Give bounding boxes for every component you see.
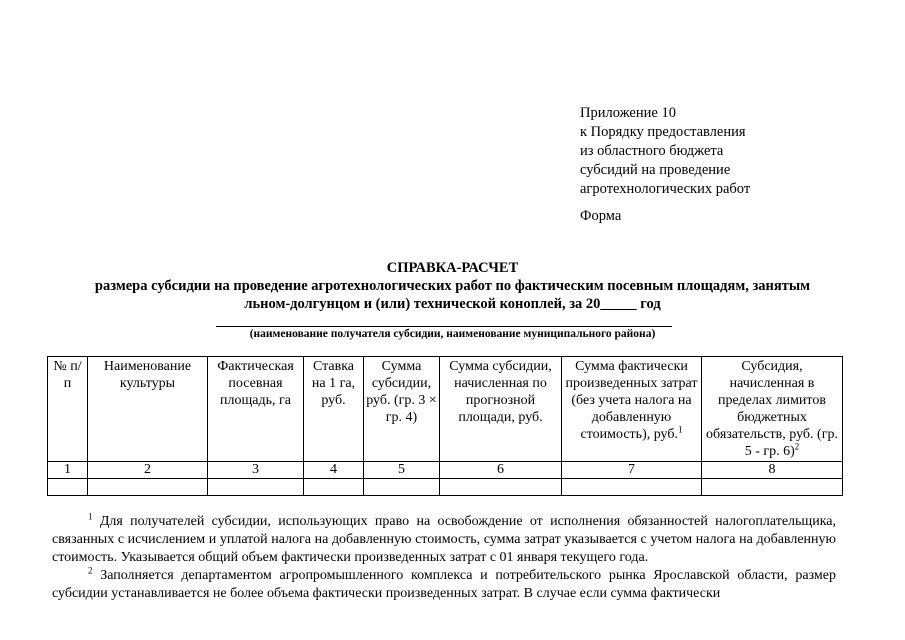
empty-cell [48,479,88,496]
empty-cell [88,479,208,496]
empty-data-row [48,479,843,496]
header-forecast-subsidy: Сумма субсидии, начисленная по прогнозной площади, руб. [440,357,562,462]
recipient-fill-line [216,326,672,327]
column-number: 8 [702,462,843,479]
column-number: 5 [364,462,440,479]
empty-cell [304,479,364,496]
appendix-line: Приложение 10 [580,105,676,121]
footnote-2 [52,567,836,603]
header-actual-costs [562,357,702,462]
header-number: № п/п [48,357,88,462]
footnote-ref-1: 1 [677,424,683,435]
footnote-2-mark: 2 [88,565,93,576]
column-number: 1 [48,462,88,479]
header-rate: Ставка на 1 га, руб. [304,357,364,462]
empty-cell [208,479,304,496]
subtitle-line-2: льном-долгунцом и (или) технической коноплей, за 20_____ год [244,296,661,312]
column-number: 3 [208,462,304,479]
footnote-1-mark: 1 [88,511,93,522]
footnote-1-text: Для получателей субсидии, использующих право на освобождение от исполнения обязанностей налогоплательщика, связанных с исчислением и уплатой налога на добавленную стоимость, сумма затрат указывается с учетом налога на добавленную стоимость. Указывается общий объем фактически произведенных затрат с 01 января текущего года. [52,514,836,565]
header-actual-costs-text: Сумма фактически произведенных затрат (без учета налога на добавленную стоимость), руб. [565,359,698,442]
appendix-line: субсидий на проведение [580,162,731,178]
footnotes [52,513,836,603]
empty-cell [562,479,702,496]
document-title: СПРАВКА-РАСЧЕТ [386,260,519,276]
header-limited-subsidy-text: Субсидия, начисленная в пределах лимитов бюджетных обязательств, руб. (гр. 5 - гр. 6) [706,359,838,459]
appendix-line: агротехнологических работ [580,181,751,197]
column-number: 6 [440,462,562,479]
header-subsidy-amount: Сумма субсидии, руб. (гр. 3 × гр. 4) [364,357,440,462]
column-number: 4 [304,462,364,479]
document-subtitle [40,277,865,313]
header-actual-area: Фактическая посевная площадь, га [208,357,304,462]
empty-cell [702,479,843,496]
footnote-1 [52,513,836,567]
column-number: 2 [88,462,208,479]
empty-cell [364,479,440,496]
appendix-line: к Порядку предоставления [580,124,746,140]
appendix-line: из областного бюджета [580,143,724,159]
column-number-row [48,462,843,479]
footnote-2-text: Заполняется департаментом агропромышленного комплекса и потребительского рынка Ярославской области, размер субсидии устанавливается не более объема фактически произведенных затрат. В случае если сумма фактически [52,568,836,601]
appendix-block [580,104,750,199]
column-number: 7 [562,462,702,479]
table-header-row [48,357,843,462]
header-crop-name: Наименование культуры [88,357,208,462]
footnote-ref-2: 2 [794,441,800,452]
empty-cell [440,479,562,496]
subtitle-line-1: размера субсидии на проведение агротехнологических работ по фактическим посевным площадям, занятым [94,278,811,294]
calculation-table [47,356,843,496]
recipient-caption: (наименование получателя субсидии, наименование муниципального района) [249,328,656,340]
form-label: Форма [580,208,622,224]
header-limited-subsidy [702,357,843,462]
